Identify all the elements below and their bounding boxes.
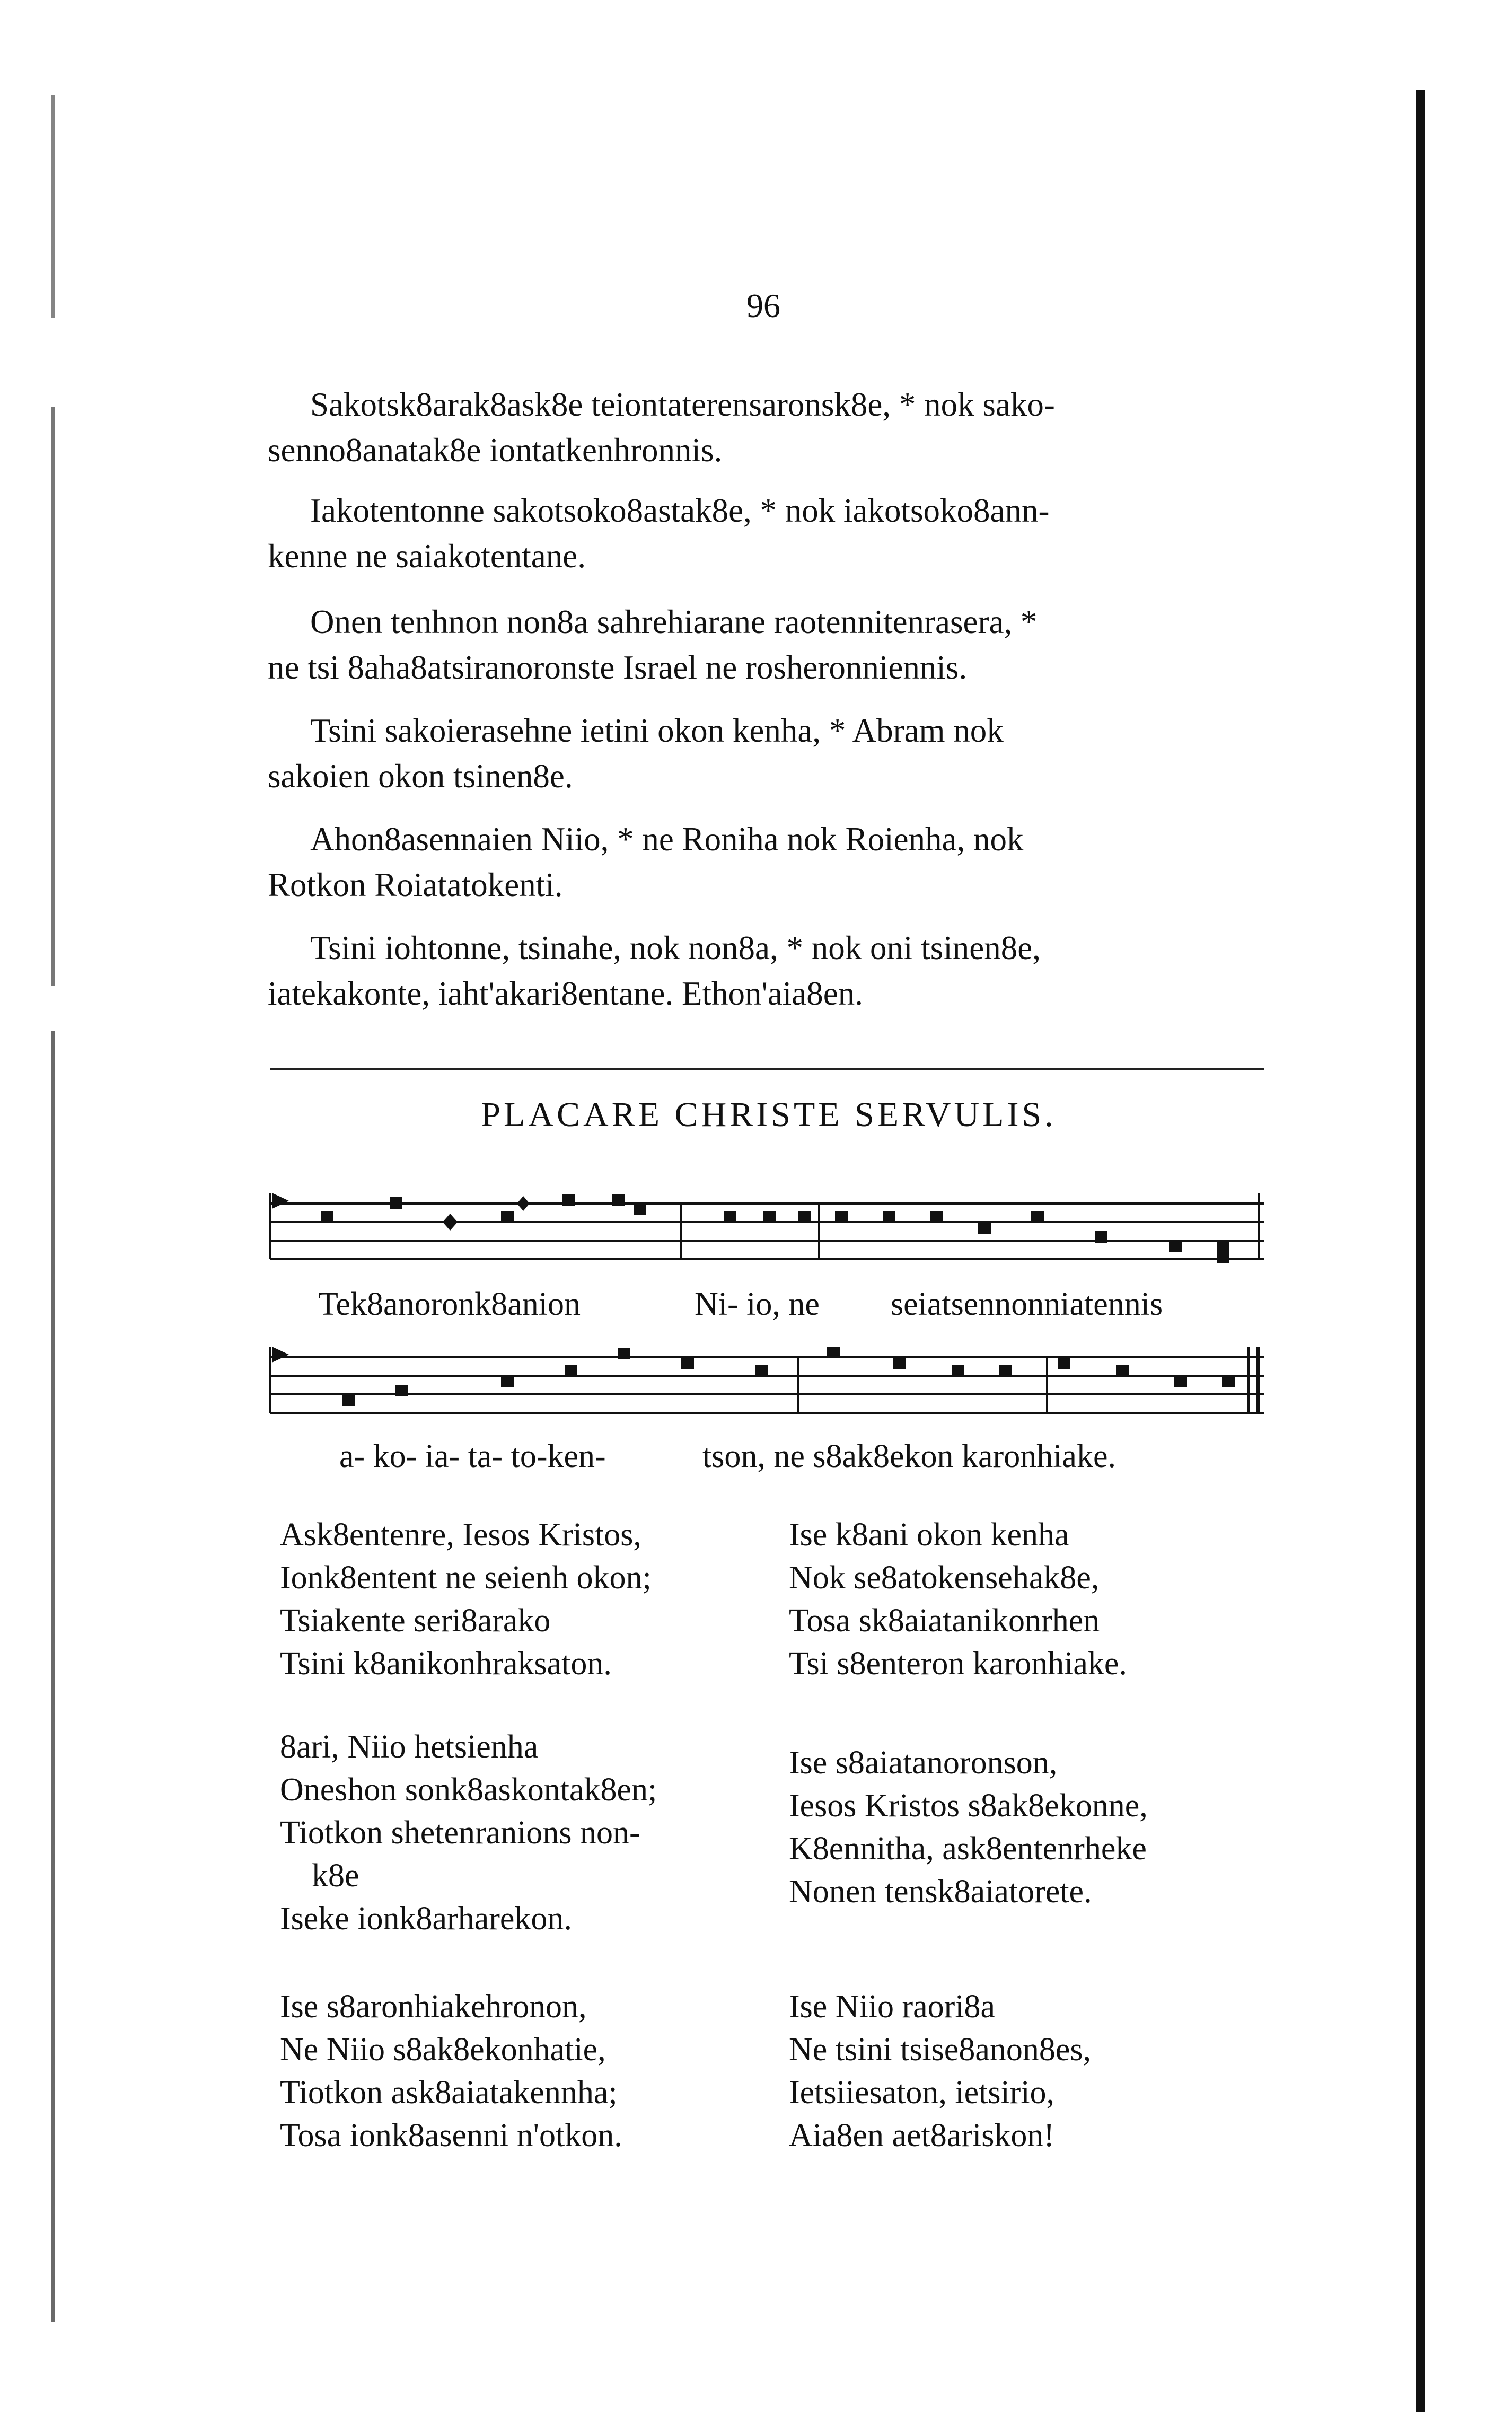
stanza-right-1 xyxy=(789,1514,1127,1685)
stanza-left-1 xyxy=(280,1514,652,1685)
stanza-right-2 xyxy=(789,1742,1148,1913)
hymn-line: Tsiakente seri8arako xyxy=(280,1603,551,1639)
verse-line: Onen tenhnon non8a sahrehiarane raotennitenrasera, * xyxy=(310,603,1038,640)
hymn-line: Tiotkon shetenranions non- xyxy=(280,1815,640,1851)
lyric-2a: a- ko- ia- ta- to-ken- xyxy=(339,1438,606,1474)
verse-line: Tsini sakoierasehne ietini okon kenha, * Abram nok xyxy=(310,712,1004,749)
verse-2 xyxy=(268,488,1270,579)
hymn-line: Nok se8atokensehak8e, xyxy=(789,1560,1100,1596)
verse-line: ne tsi 8aha8atsiranoronste Israel ne rosheronniennis. xyxy=(268,649,968,686)
hymn-line: Tosa ionk8asenni n'otkon. xyxy=(280,2117,622,2154)
binding-edge xyxy=(1416,90,1425,2412)
verse-line: Ahon8asennaien Niio, * ne Roniha nok Roienha, nok xyxy=(310,821,1024,858)
lyric-2b: tson, ne s8ak8ekon karonhiake. xyxy=(702,1438,1116,1474)
verse-line: Tsini iohtonne, tsinahe, nok non8a, * nok oni tsinen8e, xyxy=(310,929,1041,966)
music-staff-2 xyxy=(268,1336,1280,1437)
hymn-line: Aia8en aet8ariskon! xyxy=(789,2117,1054,2154)
verse-line: senno8anatak8e iontatkenhronnis. xyxy=(268,432,723,469)
hymn-line: K8ennitha, ask8entenrheke xyxy=(789,1831,1147,1867)
hymn-line: Tosa sk8aiatanikonrhen xyxy=(789,1603,1100,1639)
stanza-left-3 xyxy=(280,1985,622,2157)
verse-line: sakoien okon tsinen8e. xyxy=(268,758,573,795)
section-divider xyxy=(270,1068,1264,1070)
hymn-line: Nonen tensk8aiatorete. xyxy=(789,1874,1092,1910)
verse-3 xyxy=(268,599,1270,690)
hymn-title: PLACARE CHRISTE SERVULIS. xyxy=(481,1095,1057,1134)
hymn-line: 8ari, Niio hetsienha xyxy=(280,1729,539,1765)
hymn-line: Oneshon sonk8askontak8en; xyxy=(280,1772,657,1808)
verse-line: Rotkon Roiatatokenti. xyxy=(268,866,563,903)
hymn-line: Ask8entenre, Iesos Kristos, xyxy=(280,1517,641,1553)
stanza-right-3 xyxy=(789,1985,1091,2157)
hymn-line: Tiotkon ask8aiatakennha; xyxy=(280,2075,618,2111)
hymn-line: k8e xyxy=(312,1858,359,1894)
verse-1 xyxy=(268,382,1270,473)
page-number: 96 xyxy=(746,287,780,324)
hymn-line: Ise k8ani okon kenha xyxy=(789,1517,1069,1553)
hymn-line: Ionk8entent ne seienh okon; xyxy=(280,1560,652,1596)
scan-left-edge xyxy=(51,95,55,2322)
verse-line: Iakotentonne sakotsoko8astak8e, * nok iakotsoko8ann- xyxy=(310,492,1050,529)
verse-line: Sakotsk8arak8ask8e teiontaterensaronsk8e, * nok sako- xyxy=(310,386,1055,423)
verse-line: kenne ne saiakotentane. xyxy=(268,538,586,575)
verse-6 xyxy=(268,925,1270,1016)
staff-lines xyxy=(270,1193,1264,1259)
lyric-1c: seiatsennonniatennis xyxy=(891,1286,1163,1322)
hymn-line: Tsi s8enteron karonhiake. xyxy=(789,1646,1127,1682)
hymn-line: Ne Niio s8ak8ekonhatie, xyxy=(280,2032,606,2068)
lyric-1b: Ni- io, ne xyxy=(695,1286,820,1322)
hymn-line: Ne tsini tsise8anon8es, xyxy=(789,2032,1091,2068)
hymn-line: Ietsiiesaton, ietsirio, xyxy=(789,2075,1055,2111)
verse-4 xyxy=(268,708,1270,799)
hymn-line: Iseke ionk8arharekon. xyxy=(280,1901,572,1937)
hymn-line: Ise s8aronhiakehronon, xyxy=(280,1989,587,2025)
hymn-line: Ise s8aiatanoronson, xyxy=(789,1745,1058,1781)
staff-lines xyxy=(270,1347,1264,1413)
hymn-line: Tsini k8anikonhraksaton. xyxy=(280,1646,612,1682)
verse-line: iatekakonte, iaht'akari8entane. Ethon'aia8en. xyxy=(268,975,863,1012)
stanza-left-2 xyxy=(280,1726,657,1940)
hymn-line: Iesos Kristos s8ak8ekonne, xyxy=(789,1788,1148,1824)
lyric-1a: Tek8anoronk8anion xyxy=(318,1286,581,1322)
hymn-line: Ise Niio raori8a xyxy=(789,1989,996,2025)
music-staff-1 xyxy=(268,1182,1280,1283)
verse-5 xyxy=(268,816,1270,908)
